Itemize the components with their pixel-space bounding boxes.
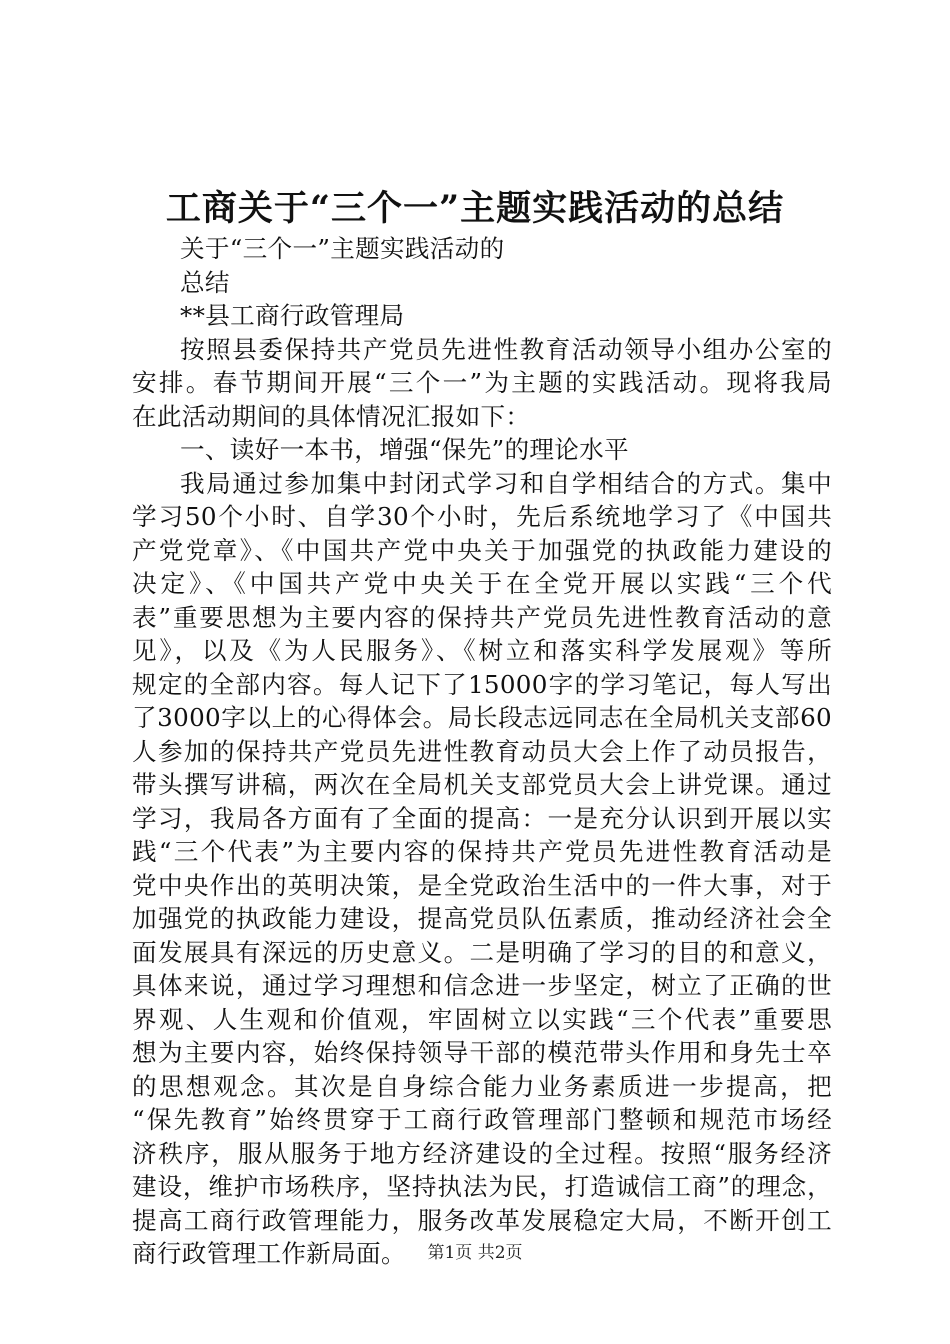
paragraph-line: 践“三个代表”为主要内容的保持共产党员先进性教育活动是 bbox=[132, 837, 832, 866]
page-footer: 第1页 共2页 bbox=[427, 1243, 523, 1263]
paragraph-line: 想为主要内容，始终保持领导干部的模范带头作用和身先士卒 bbox=[132, 1038, 832, 1067]
document-body bbox=[132, 232, 832, 1271]
paragraph-line: 界观、人生观和价值观，牢固树立以实践“三个代表”重要思 bbox=[132, 1004, 832, 1034]
paragraph-line: 规定的全部内容。每人记下了15000字的学习笔记，每人写出 bbox=[132, 669, 832, 699]
paragraph-line: 商行政管理工作新局面。 bbox=[132, 1239, 406, 1268]
paragraph-line: 在此活动期间的具体情况汇报如下： bbox=[132, 401, 531, 431]
paragraph-line: 具体来说，通过学习理想和信念进一步坚定，树立了正确的世 bbox=[132, 971, 832, 1000]
author-line: **县工商行政管理局 bbox=[180, 301, 405, 330]
paragraph-line: 学习，我局各方面有了全面的提高：一是充分认识到开展以实 bbox=[132, 803, 832, 833]
paragraph-line: 提高工商行政管理能力，服务改革发展稳定大局，不断开创工 bbox=[132, 1205, 832, 1235]
subtitle-line-1: 关于“三个一”主题实践活动的 bbox=[180, 234, 505, 263]
paragraph-line: 人参加的保持共产党员先进性教育动员大会上作了动员报告， bbox=[132, 736, 832, 766]
section-heading: 一、读好一本书，增强“保先”的理论水平 bbox=[180, 435, 629, 464]
subtitle-line-2: 总结 bbox=[180, 267, 230, 297]
paragraph-line: 了3000字以上的心得体会。局长段志远同志在全局机关支部60 bbox=[132, 703, 832, 732]
document-title: 工商关于“三个一”主题实践活动的总结 bbox=[165, 188, 785, 229]
paragraph-line: 决定》、《中国共产党中央关于在全党开展以实践“三个代 bbox=[132, 569, 832, 598]
paragraph-line: 安排。春节期间开展“三个一”为主题的实践活动。现将我局 bbox=[132, 368, 832, 397]
paragraph-line: 带头撰写讲稿，两次在全局机关支部党员大会上讲党课。通过 bbox=[132, 770, 832, 799]
paragraph-line: “保先教育”始终贯穿于工商行政管理部门整顿和规范市场经 bbox=[132, 1105, 832, 1134]
paragraph-line: 党中央作出的英明决策，是全党政治生活中的一件大事，对于 bbox=[132, 870, 832, 900]
paragraph-line: 见》，以及《为人民服务》、《树立和落实科学发展观》等所 bbox=[132, 636, 832, 665]
paragraph-line: 建设，维护市场秩序，坚持执法为民，打造诚信工商”的理念， bbox=[132, 1172, 832, 1201]
paragraph-line: 加强党的执政能力建设，提高党员队伍素质，推动经济社会全 bbox=[132, 904, 832, 933]
paragraph-line: 面发展具有深远的历史意义。二是明确了学习的目的和意义， bbox=[132, 937, 832, 967]
paragraph-line: 产党党章》、《中国共产党中央关于加强党的执政能力建设的 bbox=[132, 535, 832, 565]
paragraph-line: 的思想观念。其次是自身综合能力业务素质进一步提高，把 bbox=[132, 1071, 832, 1101]
paragraph-line: 我局通过参加集中封闭式学习和自学相结合的方式。集中 bbox=[180, 468, 832, 498]
paragraph-line: 济秩序，服从服务于地方经济建设的全过程。按照“服务经济 bbox=[132, 1138, 832, 1168]
paragraph-line: 表”重要思想为主要内容的保持共产党员先进性教育活动的意 bbox=[132, 602, 832, 632]
paragraph-line: 按照县委保持共产党员先进性教育活动领导小组办公室的 bbox=[180, 334, 832, 364]
paragraph-line: 学习50个小时、自学30个小时，先后系统地学习了《中国共 bbox=[132, 502, 832, 531]
